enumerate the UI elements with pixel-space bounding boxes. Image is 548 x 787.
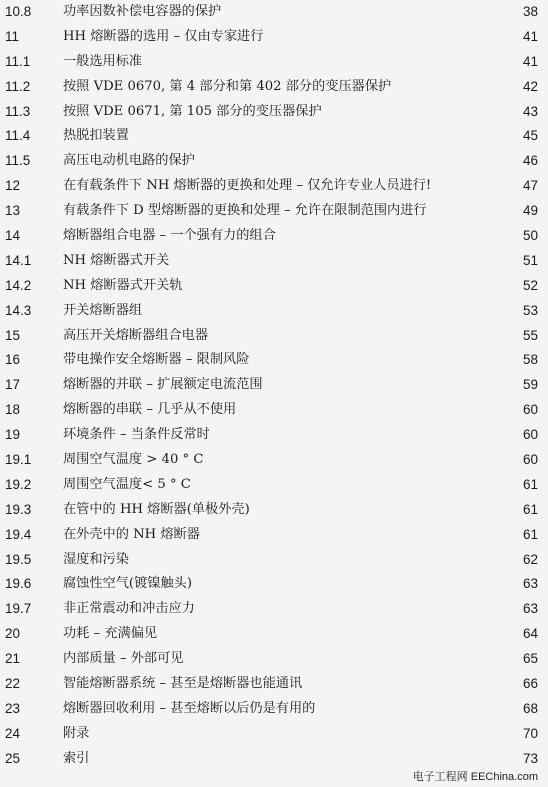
toc-section-title: 熔断器的串联 – 几乎从不使用: [63, 402, 237, 418]
toc-row: [0, 124, 548, 149]
toc-row: [0, 100, 548, 125]
toc-section-title: 功率因数补偿电容器的保护: [63, 4, 222, 19]
toc-row: [0, 672, 548, 697]
toc-row: [0, 224, 548, 249]
toc-page-number: 53: [522, 302, 538, 318]
toc-page-number: 61: [522, 476, 538, 492]
toc-section-title: NH 熔断器式开关: [63, 252, 170, 268]
toc-section-number: 18: [5, 402, 21, 418]
toc-section-number: 19.4: [5, 526, 32, 542]
toc-section-title: 有载条件下 D 型熔断器的更换和处理 – 允许在限制范围内进行: [63, 203, 427, 219]
toc-page-number: 70: [522, 725, 538, 741]
toc-section-number: 10.8: [5, 4, 32, 19]
toc-section-number: 19.1: [5, 452, 32, 468]
toc-section-number: 24: [5, 725, 21, 741]
toc-page-number: 47: [522, 178, 538, 194]
toc-row: [0, 174, 548, 199]
toc-row: [0, 448, 548, 473]
toc-section-number: 11.1: [5, 53, 31, 69]
toc-section-title: 在管中的 HH 熔断器(单极外壳): [63, 501, 250, 517]
toc-page-number: 62: [522, 551, 538, 567]
toc-row: [0, 149, 548, 174]
toc-page-number: 59: [522, 377, 538, 393]
toc-row: [0, 523, 548, 548]
toc-row: [0, 274, 548, 299]
toc-row: [0, 548, 548, 573]
toc-section-title: 环境条件 – 当条件反常时: [63, 427, 210, 443]
toc-section-number: 14.3: [5, 302, 32, 318]
toc-section-number: 19: [5, 427, 21, 443]
toc-section-title: 在外壳中的 NH 熔断器: [63, 526, 200, 542]
toc-section-number: 14.1: [5, 252, 32, 268]
toc-section-title: 周围空气温度 > 40 ° C: [63, 452, 204, 468]
toc-section-number: 11.3: [5, 103, 31, 119]
toc-section-number: 25: [5, 750, 21, 766]
toc-section-number: 19.7: [5, 601, 32, 617]
toc-page-number: 58: [522, 352, 538, 368]
watermark: 电子工程网 EEChina.com: [411, 768, 540, 784]
toc-section-number: 11.4: [5, 128, 31, 144]
toc-section-title: 热脱扣装置: [63, 128, 129, 144]
toc-page-number: 65: [522, 651, 538, 667]
toc-section-title: HH 熔断器的选用 – 仅由专家进行: [63, 28, 264, 44]
toc-section-title: 索引: [63, 750, 90, 766]
toc-page-number: 49: [522, 203, 538, 219]
toc-section-number: 19.3: [5, 501, 32, 517]
toc-section-title: 按照 VDE 0670, 第 4 部分和第 402 部分的变压器保护: [63, 78, 392, 94]
toc-page-number: 41: [522, 28, 538, 44]
toc-section-number: 14: [5, 228, 21, 244]
toc-section-title: 内部质量 – 外部可见: [63, 651, 184, 667]
toc-row: [0, 572, 548, 597]
toc-section-title: 熔断器的并联 – 扩展额定电流范围: [63, 377, 263, 393]
toc-section-number: 23: [5, 700, 21, 716]
toc-row: [0, 398, 548, 423]
toc-section-title: NH 熔断器式开关轨: [63, 277, 183, 293]
toc-section-number: 21: [5, 651, 21, 667]
toc-section-number: 14.2: [5, 277, 32, 293]
toc-section-title: 开关熔断器组: [63, 302, 143, 318]
toc-page-number: 61: [522, 501, 538, 517]
toc-section-number: 15: [5, 327, 21, 343]
toc-section-number: 16: [5, 352, 21, 368]
toc-section-title: 湿度和污染: [63, 551, 129, 567]
toc-section-number: 20: [5, 626, 21, 642]
toc-section-title: 非正常震动和冲击应力: [63, 601, 195, 617]
toc-page-number: 38: [522, 4, 538, 19]
toc-page-number: 66: [522, 676, 538, 692]
toc-page-number: 63: [522, 601, 538, 617]
toc-section-number: 22: [5, 676, 21, 692]
toc-page-number: 61: [522, 526, 538, 542]
toc-row: [0, 0, 548, 25]
toc-section-title: 功耗 – 充满偏见: [63, 626, 158, 642]
toc-section-title: 高压开关熔断器组合电器: [63, 327, 209, 343]
toc-row: [0, 697, 548, 722]
toc-page-number: 60: [522, 427, 538, 443]
toc-page-number: 60: [522, 402, 538, 418]
toc-page-number: 50: [522, 228, 538, 244]
toc-row: [0, 249, 548, 274]
toc-row: [0, 373, 548, 398]
toc-section-number: 19.5: [5, 551, 32, 567]
toc-row: [0, 50, 548, 75]
toc-page-number: 60: [522, 452, 538, 468]
toc-row: [0, 299, 548, 324]
toc-section-number: 13: [5, 203, 21, 219]
toc-section-title: 智能熔断器系统 – 甚至是熔断器也能通讯: [63, 676, 303, 692]
toc-row: [0, 25, 548, 50]
toc-page-number: 63: [522, 576, 538, 592]
toc-page-number: 73: [522, 750, 538, 766]
toc-row: [0, 473, 548, 498]
toc-section-number: 19.2: [5, 476, 32, 492]
toc-page-number: 52: [522, 277, 538, 293]
toc-page-number: 42: [522, 78, 538, 94]
toc-section-number: 11: [5, 28, 20, 44]
toc-row: [0, 348, 548, 373]
toc-page-number: 41: [522, 53, 538, 69]
toc-section-title: 在有载条件下 NH 熔断器的更换和处理 – 仅允许专业人员进行!: [63, 178, 432, 194]
toc-row: [0, 647, 548, 672]
toc-section-title: 高压电动机电路的保护: [63, 153, 195, 169]
toc-row: [0, 423, 548, 448]
toc-section-title: 腐蚀性空气(镀镍触头): [63, 576, 192, 592]
toc-page-number: 43: [522, 103, 538, 119]
toc-section-title: 附录: [63, 725, 90, 741]
toc-section-title: 带电操作安全熔断器 – 限制风险: [63, 352, 250, 368]
toc-page-number: 55: [522, 327, 538, 343]
toc-section-title: 一般选用标准: [63, 53, 143, 69]
toc-row: [0, 722, 548, 747]
toc-section-title: 熔断器组合电器 – 一个强有力的组合: [63, 228, 276, 244]
toc-page-number: 51: [522, 252, 538, 268]
toc-row: [0, 622, 548, 647]
toc-page-number: 46: [522, 153, 538, 169]
toc-row: [0, 498, 548, 523]
toc-row: [0, 597, 548, 622]
toc-section-number: 11.2: [5, 78, 31, 94]
toc-section-title: 熔断器回收利用 – 甚至熔断以后仍是有用的: [63, 700, 316, 716]
toc-row: [0, 199, 548, 224]
toc-section-title: 按照 VDE 0671, 第 105 部分的变压器保护: [63, 103, 322, 119]
toc-row: [0, 75, 548, 100]
toc-page-number: 45: [522, 128, 538, 144]
toc-row: [0, 324, 548, 349]
toc-section-title: 周围空气温度< 5 ° C: [63, 476, 191, 492]
toc-section-number: 12: [5, 178, 21, 194]
toc-section-number: 19.6: [5, 576, 32, 592]
toc-page-number: 68: [522, 700, 538, 716]
toc-page-number: 64: [522, 626, 538, 642]
toc-section-number: 11.5: [5, 153, 31, 169]
toc-section-number: 17: [5, 377, 21, 393]
